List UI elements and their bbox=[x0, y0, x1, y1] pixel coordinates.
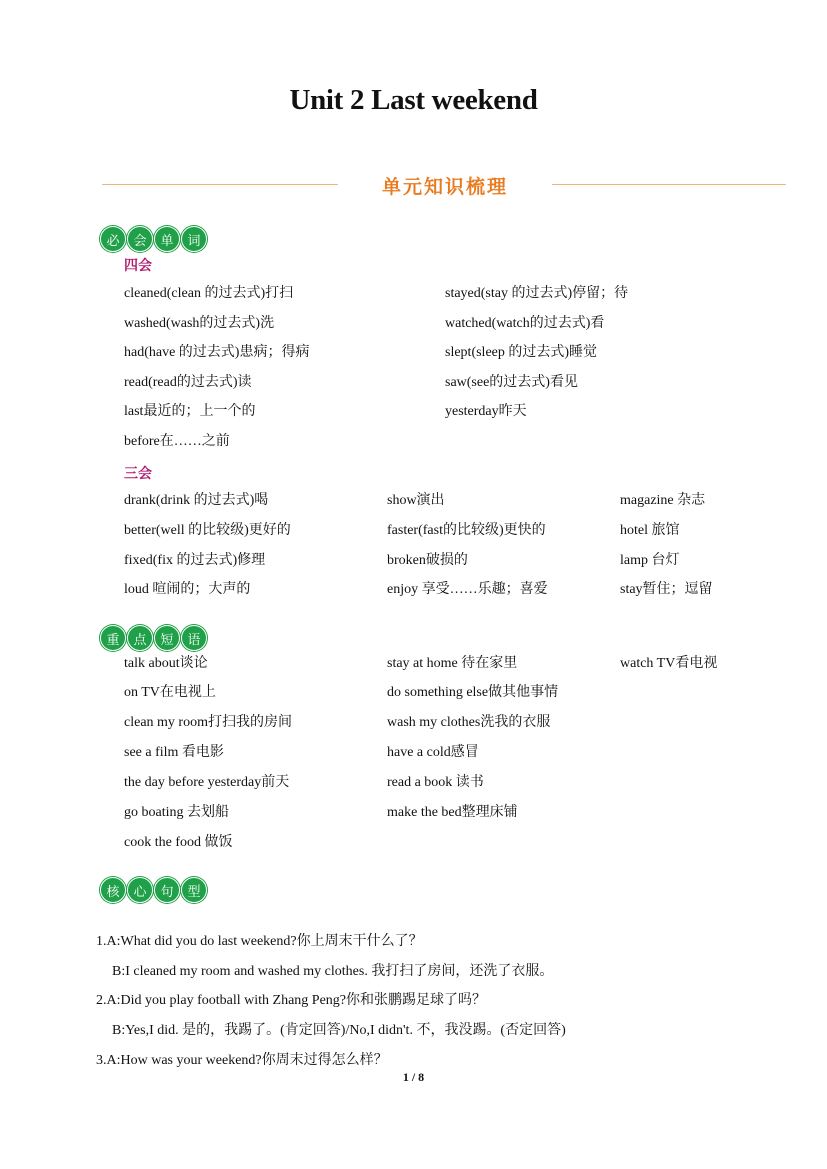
word-item: washed(wash的过去式)洗 bbox=[124, 316, 275, 331]
word-item: broken破损的 bbox=[387, 553, 468, 568]
word-row bbox=[0, 283, 827, 305]
word-item: saw(see的过去式)看见 bbox=[445, 375, 578, 390]
phrase-row bbox=[0, 832, 827, 854]
sentence-line: B:I cleaned my room and washed my clothes. 我打扫了房间，还洗了衣服。 bbox=[112, 964, 554, 979]
word-row bbox=[0, 490, 827, 512]
badge-char: 句 bbox=[154, 877, 180, 903]
badge-char: 型 bbox=[181, 877, 207, 903]
badge-char: 短 bbox=[154, 625, 180, 651]
page-title: Unit 2 Last weekend bbox=[289, 84, 538, 116]
word-item: loud 喧闹的；大声的 bbox=[124, 582, 251, 597]
badge-char: 单 bbox=[154, 226, 180, 252]
sentence-line: 1.A:What did you do last weekend?你上周末干什么了？ bbox=[96, 934, 423, 949]
word-item: drank(drink 的过去式)喝 bbox=[124, 493, 269, 508]
word-row bbox=[0, 313, 827, 335]
word-item: read(read的过去式)读 bbox=[124, 375, 252, 390]
word-row bbox=[0, 431, 827, 453]
word-item: hotel 旅馆 bbox=[620, 523, 680, 538]
phrase-item: talk about谈论 bbox=[124, 656, 208, 671]
badge-char: 核 bbox=[100, 877, 126, 903]
word-item: lamp 台灯 bbox=[620, 553, 680, 568]
phrase-item: do something else做其他事情 bbox=[387, 685, 559, 700]
badge-char: 语 bbox=[181, 625, 207, 651]
word-row bbox=[0, 520, 827, 542]
word-item: better(well 的比较级)更好的 bbox=[124, 523, 291, 538]
badge-core-sentences bbox=[100, 877, 207, 903]
word-row bbox=[0, 579, 827, 601]
section-heading: 单元知识梳理 bbox=[381, 176, 508, 198]
phrase-item: clean my room打扫我的房间 bbox=[124, 715, 292, 730]
word-row bbox=[0, 401, 827, 423]
page-number: 1 / 8 bbox=[402, 1070, 425, 1084]
sentence-line: B:Yes,I did. 是的，我踢了。(肯定回答)/No,I didn't. 不，我没踢。(否定回答) bbox=[112, 1023, 566, 1038]
word-row bbox=[0, 342, 827, 364]
heading-rule-left bbox=[102, 184, 338, 185]
word-item: faster(fast的比较级)更快的 bbox=[387, 523, 546, 538]
phrase-row bbox=[0, 653, 827, 675]
word-row bbox=[0, 372, 827, 394]
word-item: had(have 的过去式)患病；得病 bbox=[124, 345, 310, 360]
phrase-item: the day before yesterday前天 bbox=[124, 775, 290, 790]
badge-char: 点 bbox=[127, 625, 153, 651]
phrase-row bbox=[0, 772, 827, 794]
word-item: enjoy 享受……乐趣；喜爱 bbox=[387, 582, 548, 597]
word-item: cleaned(clean 的过去式)打扫 bbox=[124, 286, 294, 301]
phrase-item: read a book 读书 bbox=[387, 775, 484, 790]
phrase-item: stay at home 待在家里 bbox=[387, 656, 518, 671]
sentence-line: 2.A:Did you play football with Zhang Peng?你和张鹏踢足球了吗？ bbox=[96, 993, 487, 1008]
word-item: magazine 杂志 bbox=[620, 493, 706, 508]
phrase-item: wash my clothes洗我的衣服 bbox=[387, 715, 551, 730]
badge-key-phrases bbox=[100, 625, 207, 651]
level-three-skill: 三会 bbox=[124, 466, 152, 482]
word-item: stay暂住；逗留 bbox=[620, 582, 713, 597]
badge-char: 重 bbox=[100, 625, 126, 651]
word-item: slept(sleep 的过去式)睡觉 bbox=[445, 345, 598, 360]
phrase-row bbox=[0, 712, 827, 734]
phrase-item: on TV在电视上 bbox=[124, 685, 216, 700]
word-item: last最近的；上一个的 bbox=[124, 404, 256, 419]
sentence-line: 3.A:How was your weekend?你周末过得怎么样？ bbox=[96, 1053, 388, 1068]
word-item: stayed(stay 的过去式)停留；待 bbox=[445, 286, 629, 301]
badge-char: 心 bbox=[127, 877, 153, 903]
word-item: watched(watch的过去式)看 bbox=[445, 316, 605, 331]
badge-required-words bbox=[100, 226, 207, 252]
phrase-row bbox=[0, 682, 827, 704]
phrase-item: make the bed整理床铺 bbox=[387, 805, 518, 820]
word-item: fixed(fix 的过去式)修理 bbox=[124, 553, 266, 568]
badge-char: 会 bbox=[127, 226, 153, 252]
phrase-row bbox=[0, 802, 827, 824]
badge-char: 词 bbox=[181, 226, 207, 252]
word-row bbox=[0, 550, 827, 572]
phrase-item: cook the food 做饭 bbox=[124, 835, 233, 850]
word-item: yesterday昨天 bbox=[445, 404, 527, 419]
phrase-item: watch TV看电视 bbox=[620, 656, 718, 671]
level-four-skill: 四会 bbox=[124, 258, 152, 274]
phrase-row bbox=[0, 742, 827, 764]
phrase-item: have a cold感冒 bbox=[387, 745, 479, 760]
word-item: show演出 bbox=[387, 493, 445, 508]
badge-char: 必 bbox=[100, 226, 126, 252]
word-item: before在……之前 bbox=[124, 434, 230, 449]
heading-rule-right bbox=[552, 184, 786, 185]
phrase-item: see a film 看电影 bbox=[124, 745, 224, 760]
phrase-item: go boating 去划船 bbox=[124, 805, 229, 820]
